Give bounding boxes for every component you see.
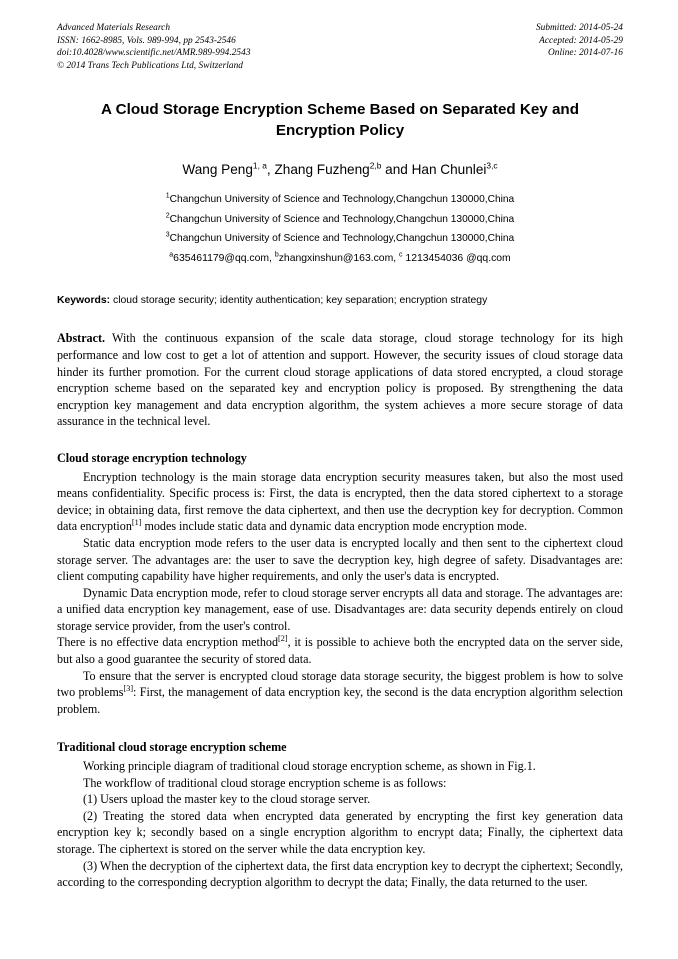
body-paragraph: Encryption technology is the main storage data encryption security measures taken, but also the most used means confidentiality. Specific process is: First, the data is encrypted, then the data stored ciphertext to a storage device; in obtaining data, first remove the data ciphertext, and then use the decryption key for decryption. Common data encryption[1] modes include static data and dynamic data encryption mode encryption mode. [57, 469, 623, 534]
section-heading: Traditional cloud storage encryption scheme [57, 740, 287, 755]
author-affiliation-marker: 1, a [252, 160, 267, 171]
author-name: Han Chunlei [411, 162, 487, 178]
email-address[interactable]: 635461179@qq.com, [173, 252, 272, 264]
journal-header-left-line: Advanced Materials Research [57, 23, 171, 33]
affiliation-marker: 3 [165, 231, 170, 239]
journal-header-right-line: Online: 2014-07-16 [547, 48, 623, 59]
abstract-label: Abstract. [57, 331, 106, 346]
affiliation-text: Changchun University of Science and Technology,Changchun 130000,China [169, 233, 515, 245]
citation-reference[interactable]: [2] [278, 634, 288, 644]
body-paragraph: There is no effective data encryption method[2], it is possible to achieve both the encrypted data on the server side, but also a good guarantee the security of stored data. [57, 634, 623, 667]
affiliation-line [57, 190, 623, 210]
journal-header-left [57, 22, 251, 72]
email-list [57, 249, 623, 269]
journal-header-right [536, 22, 623, 60]
email-address[interactable]: zhangxinshun@163.com, [278, 252, 397, 264]
citation-reference[interactable]: [3] [123, 684, 134, 694]
email-marker: b [274, 251, 279, 259]
keywords-line [57, 294, 623, 308]
section-heading: Cloud storage encryption technology [57, 450, 247, 465]
body-paragraph: (2) Treating the stored data when encrypted data generated by encrypting the first key generation data encryption key k; secondly based on a single encryption algorithm to encrypt data; Finally, the ciphertext data storage. The ciphertext is stored on the server while the data encryption key. [57, 808, 623, 856]
section-body [57, 758, 623, 891]
page-content [57, 22, 623, 891]
page-title: A Cloud Storage Encryption Scheme Based on Separated Key and Encryption Policy [101, 101, 579, 140]
journal-header-left-line: © 2014 Trans Tech Publications Ltd, Switzerland [57, 60, 243, 71]
body-paragraph: To ensure that the server is encrypted cloud storage data storage security, the biggest problem is how to solve two problems[3]: First, the management of data encryption key, the second is the data encryption algorithm selection problem. [57, 668, 623, 716]
section-body [57, 469, 623, 718]
body-paragraph: Static data encryption mode refers to the user data is encrypted locally and then sent to the ciphertext cloud storage server. The advantages are: the user to save the decryption key, high degree of safety. Disadvantages are: client computing capability have higher requirements, and only the user's data is encrypted. [57, 535, 623, 584]
author-list [57, 161, 623, 179]
affiliation-marker: 2 [165, 212, 170, 220]
affiliation-line [57, 210, 623, 230]
journal-header-left-line: ISSN: 1662-8985, Vols. 989-994, pp 2543-2546 [57, 35, 236, 46]
author-affiliation-marker: 3,c [486, 160, 498, 171]
author-separator: and [381, 162, 412, 178]
affiliation-text: Changchun University of Science and Technology,Changchun 130000,China [169, 194, 515, 206]
email-address[interactable]: 1213454036 @qq.com [402, 252, 511, 264]
journal-header-right-line: Accepted: 2014-05-29 [539, 35, 623, 46]
author-name: Zhang Fuzheng [274, 162, 370, 178]
citation-reference[interactable]: [1] [131, 518, 142, 528]
abstract-block [57, 330, 623, 430]
affiliation-marker: 1 [165, 192, 170, 200]
email-marker: c [399, 251, 403, 259]
body-paragraph: Dynamic Data encryption mode, refer to cloud storage server encrypts all data and storage. The advantages are: a unified data encryption key management, ease of use. Disadvantages are: data security depends entirely on cloud storage service provider, from the user's control. [57, 585, 623, 633]
journal-header-right-line: Submitted: 2014-05-24 [535, 23, 623, 33]
keywords-label: Keywords: [57, 295, 111, 307]
affiliation-list [57, 190, 623, 249]
author-separator: , [266, 162, 275, 178]
abstract-text: With the continuous expansion of the scale data storage, cloud storage technology for its high performance and low cost to get a lot of attention and support. However, the security issues of cloud storage data hinder its further promotion. For the current cloud storage applications of data stored encrypted, a cloud storage encryption scheme based on the separated key and encryption policy is proposed. By strengthening the data encryption key management and data encryption algorithm, the system achieves a more secure storage of data assurance in the technical level. [57, 331, 623, 429]
email-marker: a [169, 251, 174, 259]
body-paragraph: Working principle diagram of traditional cloud storage encryption scheme, as shown in Fig.1. [83, 759, 536, 774]
author-affiliation-marker: 2,b [369, 160, 382, 171]
affiliation-line [57, 229, 623, 249]
body-paragraph: (3) When the decryption of the ciphertext data, the first data encryption key to decrypt the ciphertext; Secondly, according to the corresponding decryption algorithm to decrypt the data; Finally, the data returned to the user. [57, 858, 623, 890]
journal-header [57, 22, 623, 72]
body-paragraph: (1) Users upload the master key to the cloud storage server. [83, 792, 371, 807]
affiliation-text: Changchun University of Science and Technology,Changchun 130000,China [169, 213, 515, 225]
keywords-text: cloud storage security; identity authentication; key separation; encryption strategy [110, 295, 488, 307]
journal-header-left-line: doi:10.4028/www.scientific.net/AMR.989-994.2543 [57, 48, 251, 59]
sections-container [57, 450, 623, 891]
author-name: Wang Peng [182, 162, 253, 178]
body-paragraph: The workflow of traditional cloud storage encryption scheme is as follows: [83, 775, 447, 790]
